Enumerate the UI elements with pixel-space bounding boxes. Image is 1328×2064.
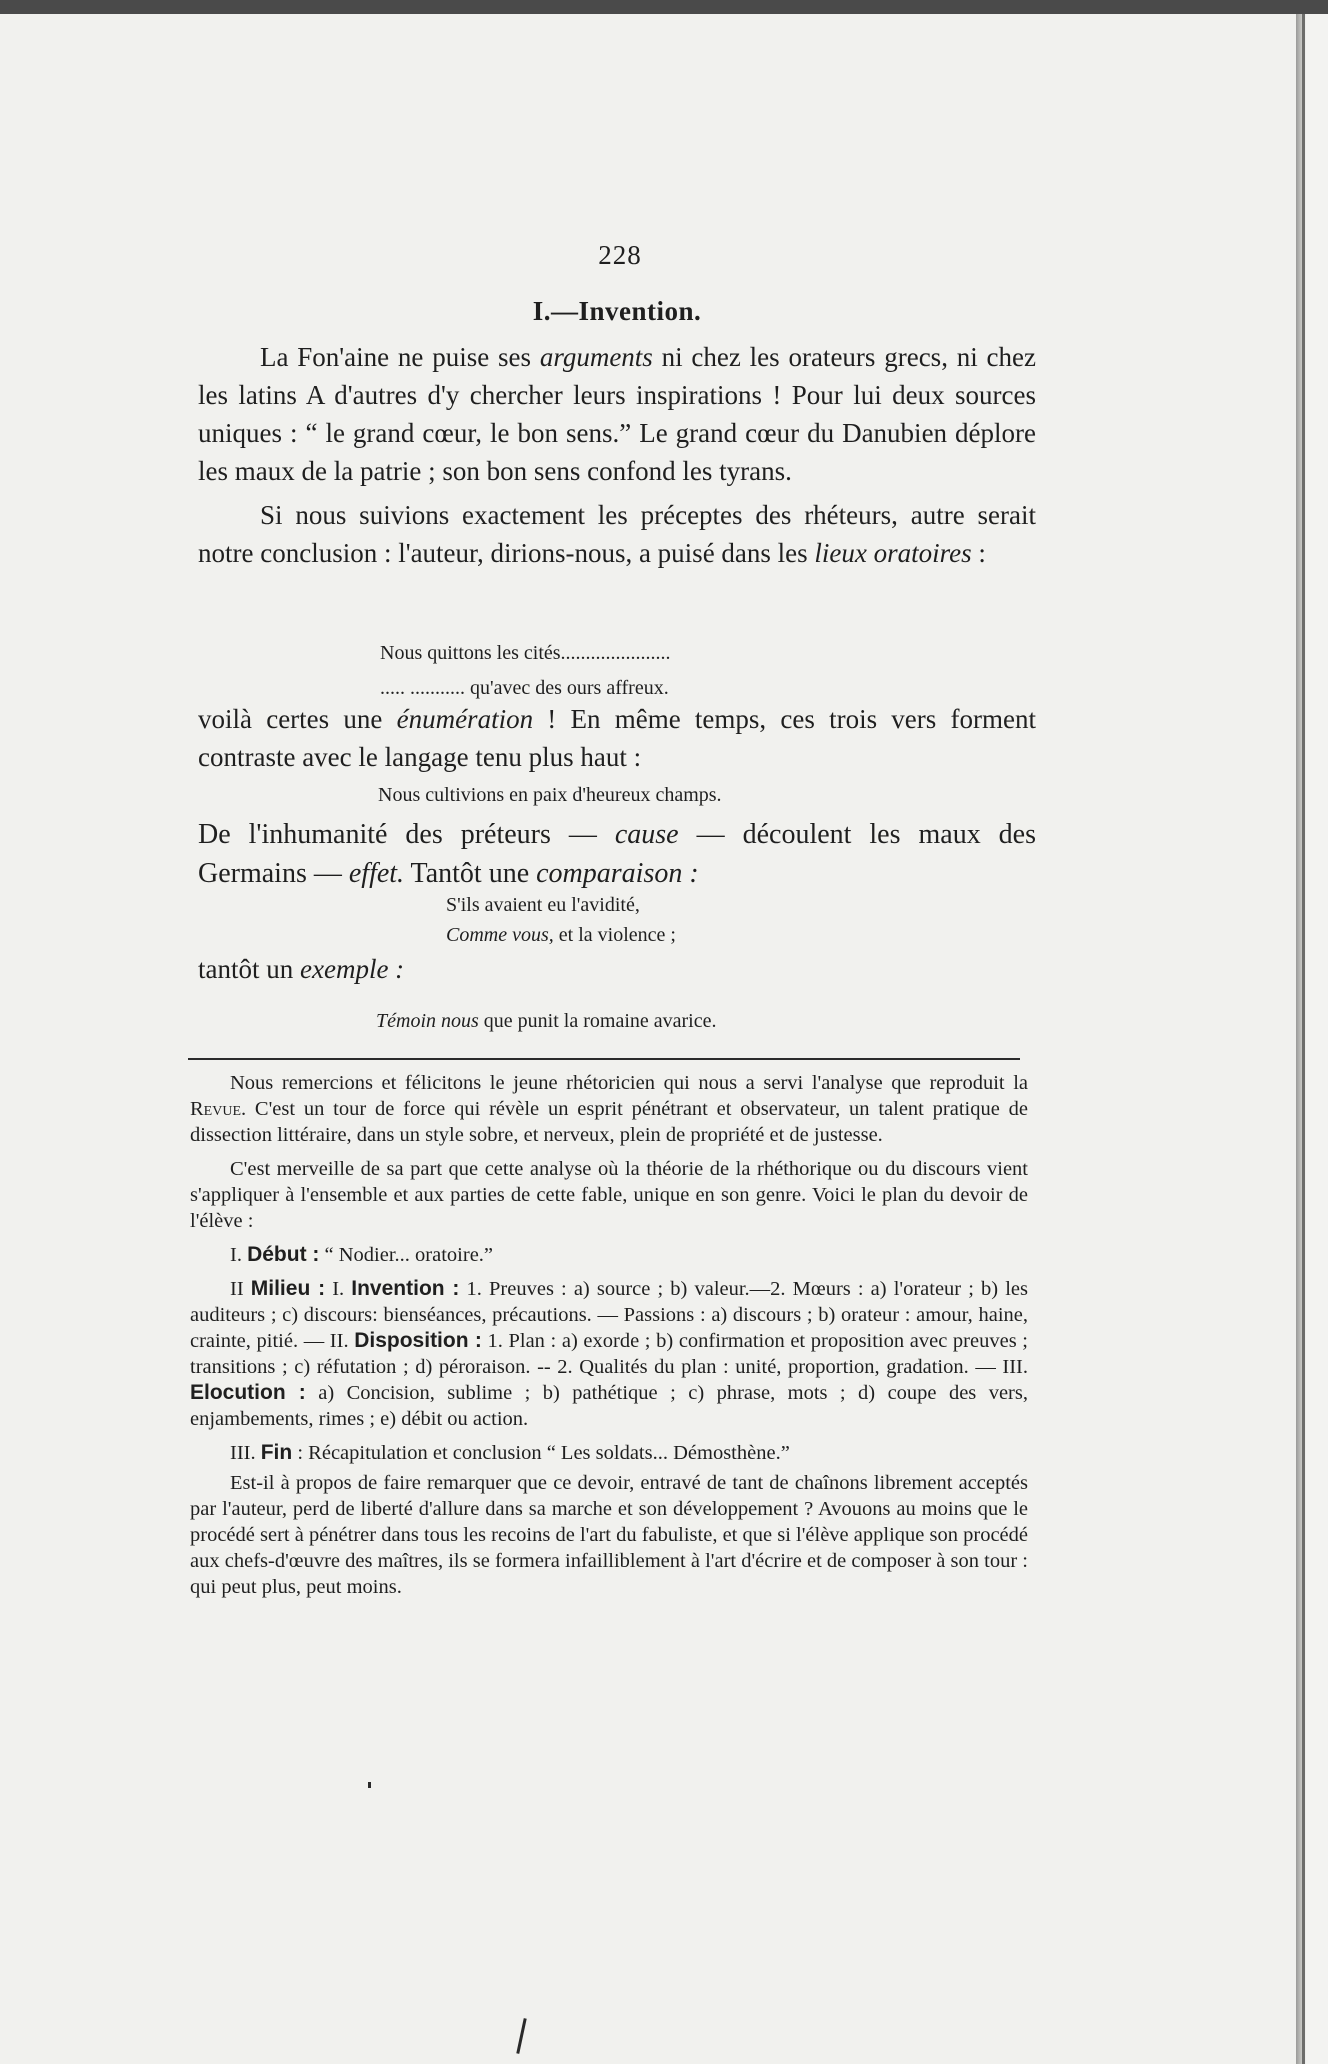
- paragraph-preceptes: Si nous suivions exactement les préceptes des rhéteurs, autre serait notre conclusion : l'auteur, dirions-nous, a puisé dans les lieux oratoires :: [198, 500, 1036, 568]
- note-plan-debut: I. Début : “ Nodier... oratoire.”: [230, 1243, 494, 1266]
- page-number: 228: [598, 240, 642, 270]
- scan-top-border: [0, 0, 1328, 14]
- note-plan-milieu: II Milieu : I. Invention : 1. Preuves : a) source ; b) valeur.—2. Mœurs : a) l'orateur ; b) les auditeurs ; c) discours: bienséances, précautions. — Passions : a) discours ; b) orateur : amour, haine, crainte, pitié. — II. Disposition : 1. Plan : a) exorde ; b) confirmation et proposition avec preuves ; transitions ; c) réfutation ; d) péroraison. -- 2. Qualités du plan : unité, proportion, gradation. — III. Elocution : a) Concision, sublime ; b) pathétique ; c) phrase, mots ; d) coupe des vers, enjambements, rimes ; e) débit ou action.: [190, 1277, 1029, 1430]
- enumeration-text: [198, 700, 1036, 776]
- cause-text: [198, 815, 1036, 893]
- next-page-edge: [1296, 14, 1328, 2064]
- paragraph-cause: De l'inhumanité des préteurs — cause — découlent les maux des Germains — effet. Tantôt une comparaison :: [198, 819, 1037, 889]
- verse-quote-4: Témoin nous que punit la romaine avarice.: [376, 1010, 717, 1032]
- page-gutter-line: [1302, 14, 1305, 2064]
- note-plan-fin: III. Fin : Récapitulation et conclusion “ Les soldats... Démosthène.”: [230, 1441, 790, 1464]
- exemple-text: [198, 950, 1036, 988]
- note-paragraph-conclusion: Est-il à propos de faire remarquer que ce devoir, entravé de tant de chaînons librement acceptés par l'auteur, perd de liberté d'allure dans sa marche et son développement ? Avouons au moins que le procédé sert à pénétrer dans tous les recoins de l'art du fabuliste, et que si l'élève applique son procédé aux chefs-d'œuvre des maîtres, ils se formera infailliblement à l'art d'écrire et de composer à son tour : qui peut plus, peut moins.: [190, 1472, 1028, 1598]
- verse-quote-1a: Nous quittons les cités......................: [380, 642, 671, 664]
- verse-quote-2: Nous cultivions en paix d'heureux champs.: [378, 784, 722, 806]
- verse-quote-3b: Comme vous, et la violence ;: [446, 924, 676, 946]
- paragraph-arguments: La Fon'aine ne puise ses arguments ni chez les orateurs grecs, ni chez les latins A d'autres d'y chercher leurs inspirations ! Pour lui deux sources uniques : “ le grand cœur, le bon sens.” Le grand cœur du Danubien déplore les maux de la patrie ; son bon sens confond les tyrans.: [198, 342, 1036, 486]
- intro-text: [198, 338, 1036, 572]
- note-paragraph-1: Nous remercions et félicitons le jeune rhétoricien qui nous a servi l'analyse que reproduit la Revue. C'est un tour de force qui révèle un esprit pénétrant et observateur, un talent pratique de dissection littéraire, dans un style sobre, et nerveux, plein de propriété et de justesse.: [190, 1072, 1028, 1146]
- verse-quote-1b: ..... ........... qu'avec des ours affreux.: [380, 677, 669, 699]
- footnote-rule: [188, 1058, 1020, 1060]
- paragraph-enumeration: voilà certes une énumération ! En même temps, ces trois vers forment contraste avec le langage tenu plus haut :: [198, 704, 1036, 772]
- paragraph-exemple: tantôt un exemple :: [198, 954, 405, 984]
- verse-quote-3a: S'ils avaient eu l'avidité,: [446, 894, 640, 916]
- scan-speck: [368, 1782, 371, 1788]
- note-paragraph-2: C'est merveille de sa part que cette analyse où la théorie de la rhéthorique ou du discours vient s'appliquer à l'ensemble et aux parties de cette fable, unique en son genre. Voici le plan du devoir de l'élève :: [190, 1158, 1028, 1232]
- section-title: I.—Invention.: [532, 296, 702, 326]
- editorial-note: [190, 1070, 1028, 1600]
